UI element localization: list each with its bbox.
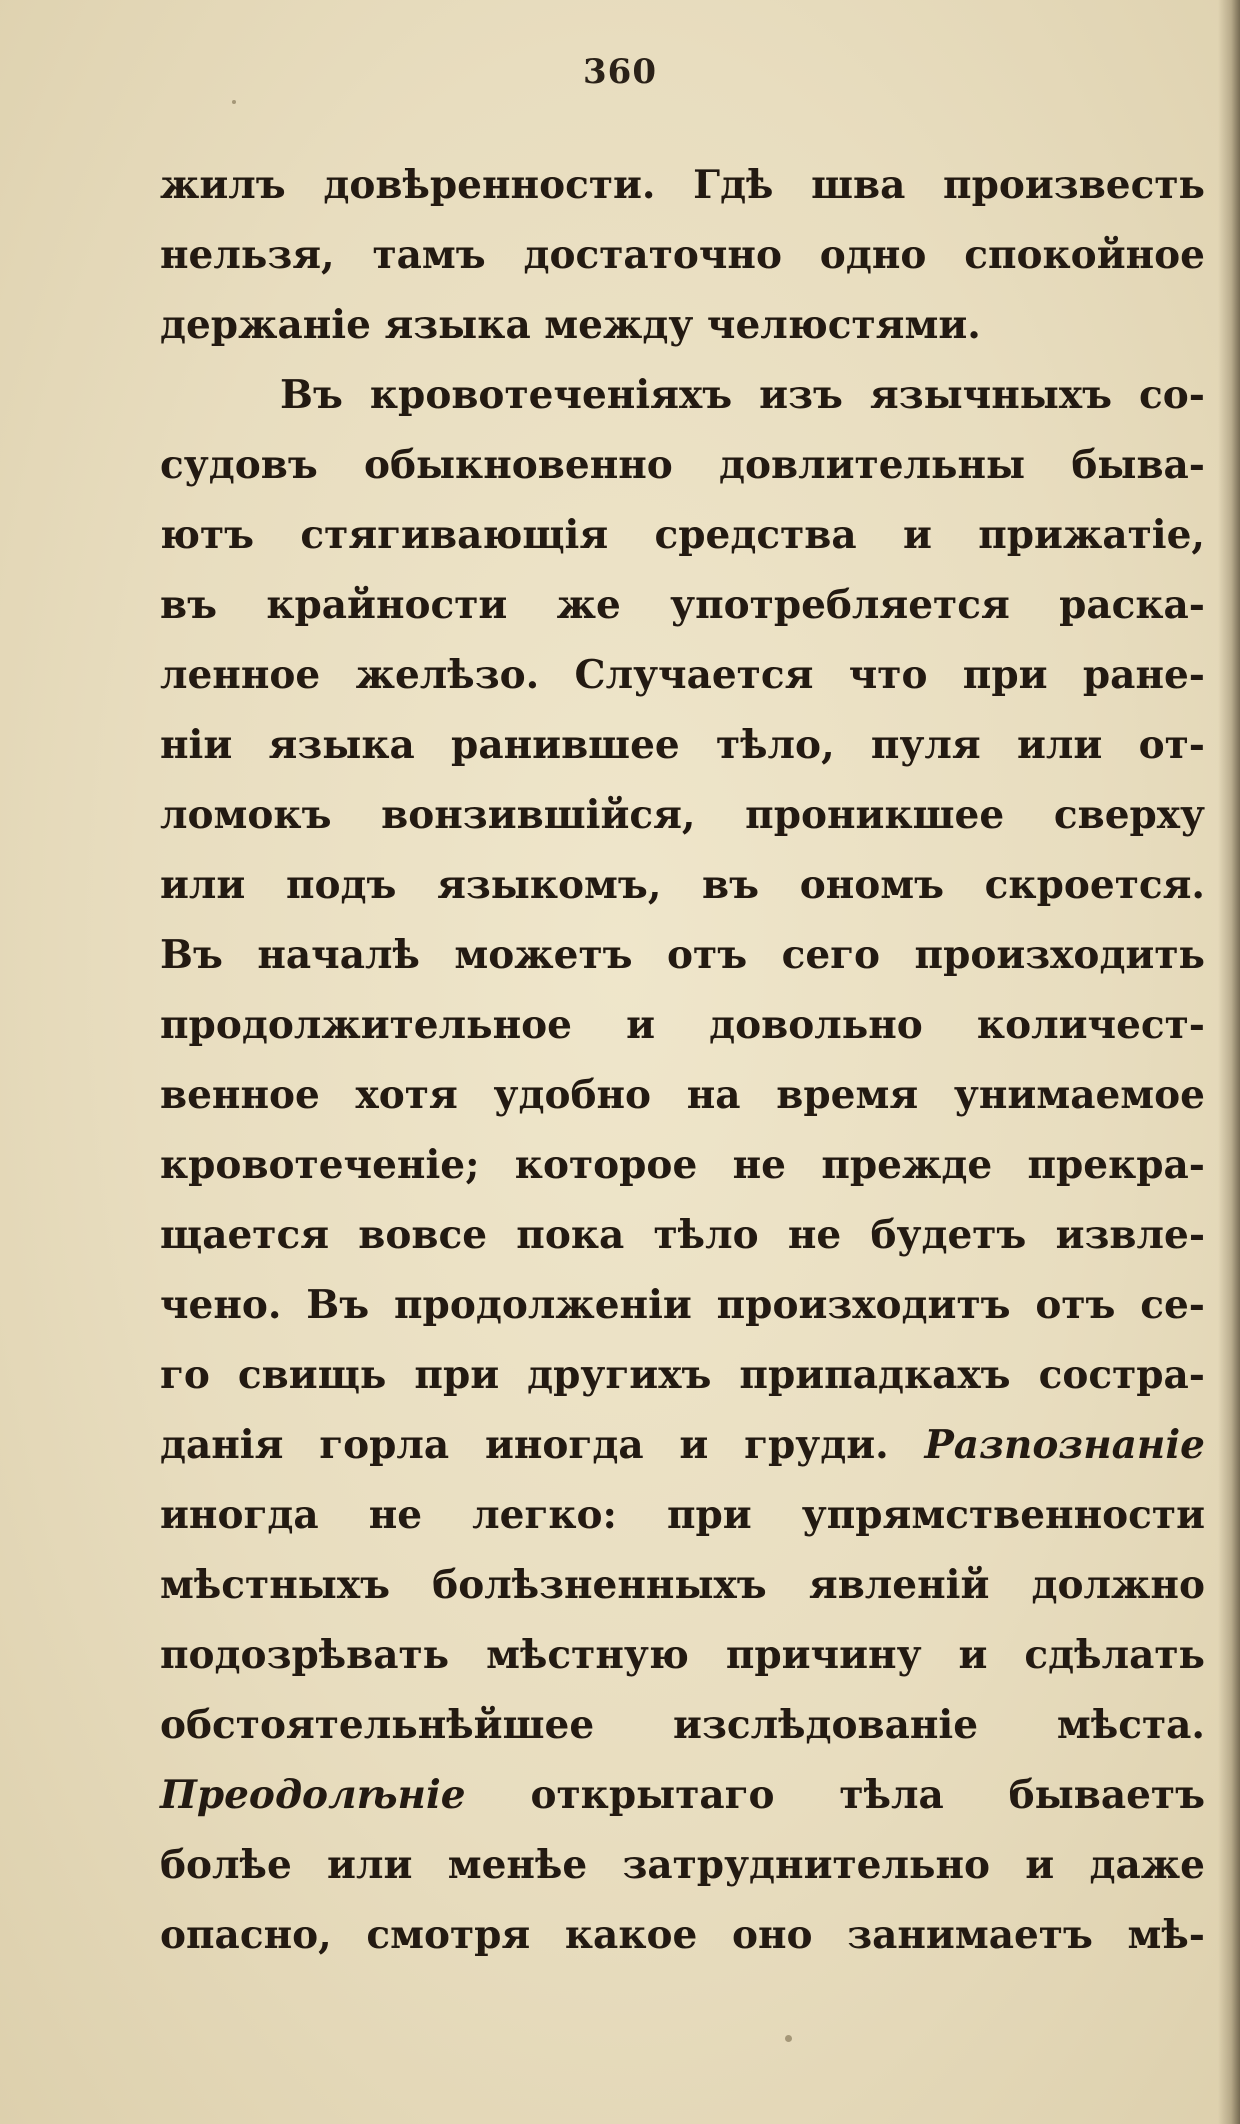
text-segment: данія горла иногда и груди. [160,1422,925,1468]
text-segment: ютъ стягивающія средства и прижатіе, [160,512,1205,558]
text-segment: иногда не легко: при упрямственности [160,1492,1205,1538]
text-segment: жилъ довѣренности. Гдѣ шва произвесть [160,162,1205,208]
text-segment: продолжительное и довольно количест- [160,1002,1205,1048]
text-line [160,640,1205,710]
text-segment: го свищь при другихъ припадкахъ сострa- [160,1352,1205,1398]
text-segment: мѣстныхъ болѣзненныхъ явленій должно [160,1562,1205,1608]
text-line [160,1410,1205,1480]
text-line [160,570,1205,640]
ink-speck [232,100,236,104]
text-segment: обстоятельнѣйшее изслѣдованіе мѣста. [160,1702,1205,1748]
text-segment: подозрѣвать мѣстную причину и сдѣлать [160,1632,1205,1678]
text-line [160,150,1205,220]
italic-heading: Разпознаніе [924,1422,1205,1468]
text-line [160,290,1205,360]
text-line [160,850,1205,920]
text-line [160,1340,1205,1410]
text-line [160,1760,1205,1830]
text-segment: болѣе или менѣе затруднительно и даже [160,1842,1205,1888]
text-segment: опасно, смотря какое оно занимаетъ мѣ- [160,1912,1205,1958]
italic-heading: Преодолѣніе [160,1772,466,1818]
ink-speck [785,2035,792,2042]
text-line [160,710,1205,780]
page-edge-shadow [1218,0,1240,2124]
text-line [160,780,1205,850]
text-line [160,1060,1205,1130]
text-segment: судовъ обыкновенно довлительны быва- [160,442,1205,488]
text-segment: нельзя, тамъ достаточно одно спокойное [160,232,1205,278]
text-line [160,1550,1205,1620]
text-line [160,1200,1205,1270]
text-line [160,220,1205,290]
text-line [160,1130,1205,1200]
text-segment: Въ началѣ можетъ отъ сего произходить [160,932,1205,978]
text-segment: венное хотя удобно на время унимаемое [160,1072,1205,1118]
text-segment: открытаго тѣла бываетъ [465,1772,1205,1818]
text-segment: Въ кровотеченіяхъ изъ язычныхъ со- [280,372,1205,418]
text-line [160,1690,1205,1760]
text-line [160,920,1205,990]
text-segment: ломокъ вонзившійся, проникшее сверху [160,792,1205,838]
text-line [160,1830,1205,1900]
text-line [160,360,1205,430]
text-segment: кровотеченіе; которое не прежде прекра- [160,1142,1205,1188]
text-segment: чено. Въ продолженіи произходитъ отъ се- [160,1282,1205,1328]
text-line [160,1270,1205,1340]
text-line [160,1480,1205,1550]
text-line [160,1900,1205,1970]
text-segment: держаніе языка между челюстями. [160,302,981,348]
text-line [160,500,1205,570]
text-line [160,990,1205,1060]
text-segment: ніи языка ранившее тѣло, пуля или от- [160,722,1205,768]
text-segment: въ крайности же употребляется раска- [160,582,1205,628]
text-segment: или подъ языкомъ, въ ономъ скроется. [160,862,1205,908]
text-segment: ленное желѣзо. Случается что при ране- [160,652,1205,698]
body-text [160,150,1205,1970]
text-line [160,430,1205,500]
text-line [160,1620,1205,1690]
page-number: 360 [583,52,657,92]
text-segment: щается вовсе пока тѣло не будетъ извле- [160,1212,1205,1258]
